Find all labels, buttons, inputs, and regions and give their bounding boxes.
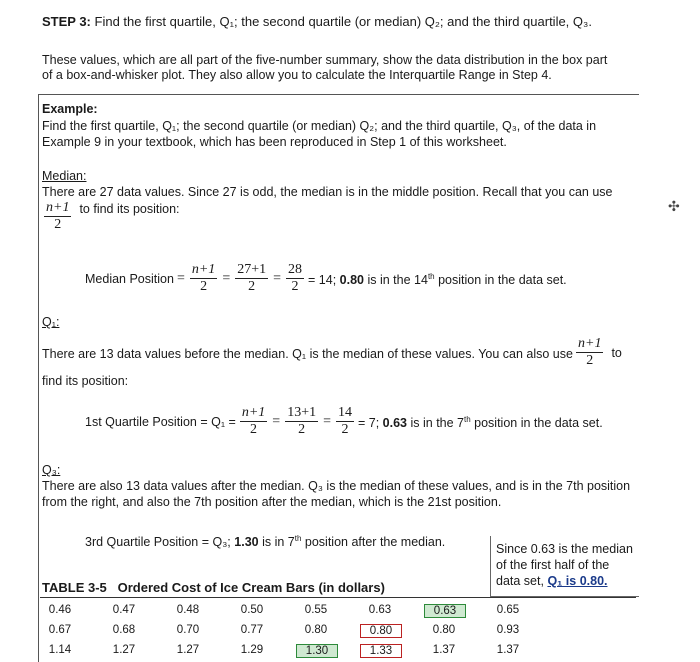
table-cell: 0.68 (112, 624, 136, 636)
q3-position: 3rd Quartile Position = Q₃; 1.30 is in 7th position after the median. (85, 534, 446, 550)
table-cell: 0.80 (360, 624, 402, 638)
q1-label: Q₁: (42, 315, 60, 329)
median-line-1: There are 27 data values. Since 27 is odd, the median is in the middle position. Recall that you can use (42, 185, 613, 199)
example-line-2: Example 9 in your textbook, which has been reproduced in Step 1 of this worksheet. (42, 135, 507, 149)
note-line-2: of the first half of the (496, 558, 610, 572)
step-heading: STEP 3: Find the first quartile, Q₁; the second quartile (or median) Q₂; and the third quartile, Q₃. (42, 14, 592, 29)
table-cell: 1.27 (176, 644, 200, 656)
table-cell: 0.63 (368, 604, 392, 616)
median-fraction-line: $\frac{n+1}{2}$ to find its position: (46, 200, 180, 232)
table-cell: 1.37 (496, 644, 520, 656)
intro-line-2: of a box-and-whisker plot. They also allow you to calculate the Interquartile Range in Step 4. (42, 68, 552, 82)
q3-line-1: There are also 13 data values after the median. Q₃ is the median of these values, and is in the 7th position (42, 479, 631, 493)
table-cell: 1.29 (240, 644, 264, 656)
table-cell: 0.55 (304, 604, 328, 616)
q1-fraction: $\frac{n+1}{2}$ to (578, 336, 622, 368)
table-cell: 0.80 (304, 624, 328, 636)
q3-label: Q₃: (42, 463, 61, 477)
table-row (36, 602, 636, 622)
table-rule (40, 597, 636, 598)
note-line-3: data set, Q₁ is 0.80. (496, 574, 608, 588)
median-fraction: $\frac{n+1}{2}$ (46, 200, 70, 232)
table-cell: 0.50 (240, 604, 264, 616)
table-cell: 0.63 (424, 604, 466, 618)
cursor-icon: ✣ (668, 198, 680, 214)
example-line-1: Find the first quartile, Q₁; the second quartile (or median) Q₂; and the third quartile, Q₃, of the data in (42, 119, 597, 133)
table-cell: 1.37 (432, 644, 456, 656)
table-row (36, 622, 636, 642)
q1-line-1: There are 13 data values before the median. Q₁ is the median of these values. You can also use (42, 347, 573, 361)
q1-line-2: find its position: (42, 374, 129, 388)
q3-line-2: from the right, and also the 7th position after the median, which is the 21st position. (42, 495, 502, 509)
table-cell: 1.27 (112, 644, 136, 656)
table-cell: 0.46 (48, 604, 72, 616)
table-cell: 0.93 (496, 624, 520, 636)
note-line-1: Since 0.63 is the median (496, 542, 633, 556)
intro-line-1: These values, which are all part of the five-number summary, show the data distribution in the box part (42, 53, 608, 67)
table-cell: 0.47 (112, 604, 136, 616)
table-cell: 0.70 (176, 624, 200, 636)
table-cell: 0.77 (240, 624, 264, 636)
median-position-equation: Median Position = $\frac{n+1}{2}$ = $\frac{27+1}{2}$ = $\frac{28}{2}$ = 14; 0.80 is in the 14th position in the data set. (85, 262, 567, 294)
table-cell: 0.80 (432, 624, 456, 636)
data-table (36, 602, 636, 662)
table-cell: 0.48 (176, 604, 200, 616)
table-cell: 1.30 (296, 644, 338, 658)
table-cell: 1.14 (48, 644, 72, 656)
table-cell: 0.65 (496, 604, 520, 616)
table-title: TABLE 3-5 Ordered Cost of Ice Cream Bars (in dollars) (42, 580, 385, 595)
table-cell: 0.67 (48, 624, 72, 636)
median-label: Median: (42, 169, 87, 183)
table-row (36, 642, 636, 662)
table-cell: 1.33 (360, 644, 402, 658)
q1-position-equation: 1st Quartile Position = Q₁ = $\frac{n+1}{2}$ = $\frac{13+1}{2}$ = $\frac{14}{2}$ = 7; 0.63 is in the 7th position in the data set. (85, 405, 603, 437)
example-label: Example: (42, 102, 98, 116)
